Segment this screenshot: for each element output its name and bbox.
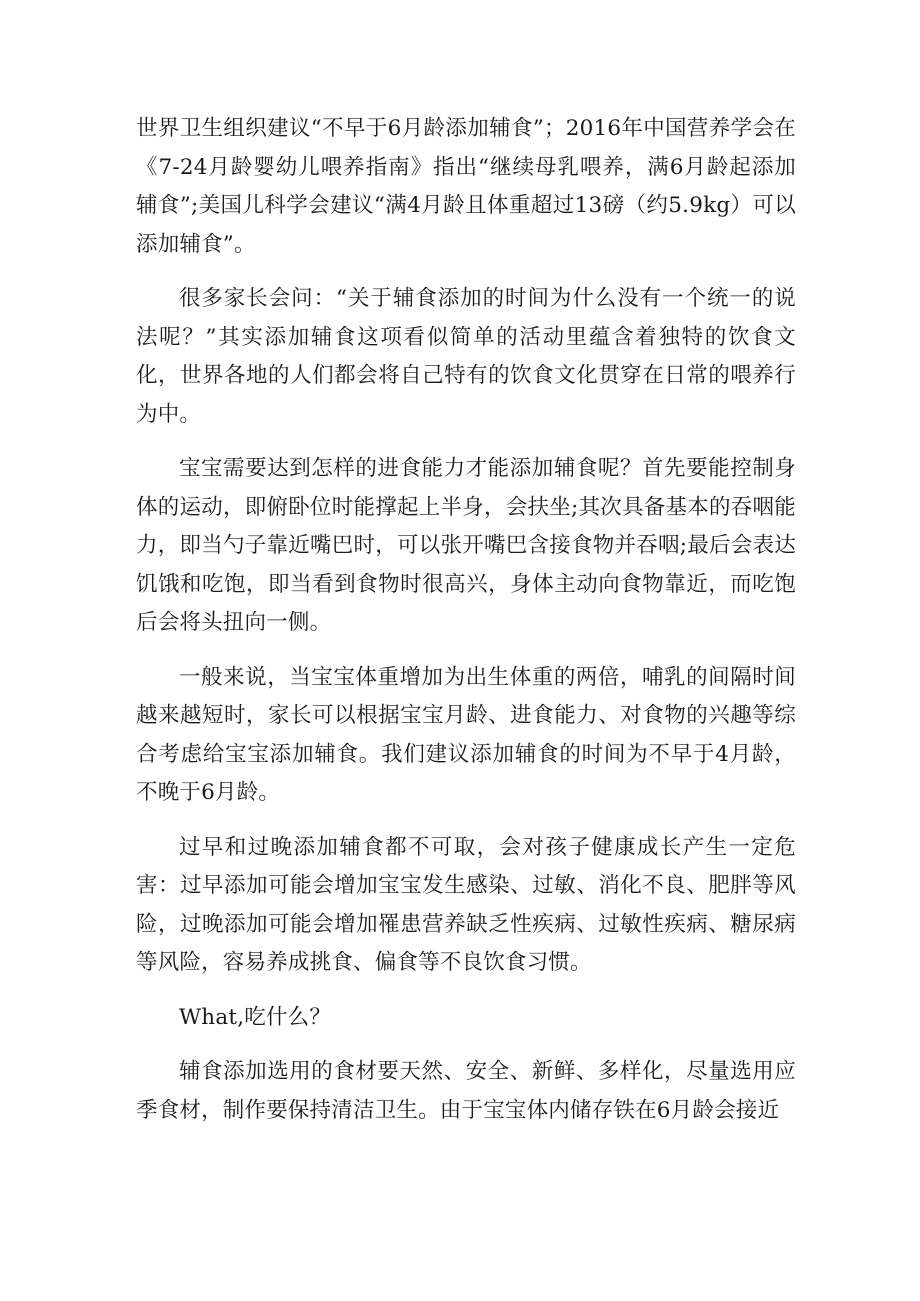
document-body [136, 110, 796, 1146]
paragraph-parents-question: 很多家长会问：“关于辅食添加的时间为什么没有一个统一的说法呢？”其实添加辅食这项看似简单的活动里蕴含着独特的饮食文化，世界各地的人们都会将自己特有的饮食文化贯穿在日常的喂养行为中。 [136, 286, 796, 427]
paragraph-feeding-ability: 宝宝需要达到怎样的进食能力才能添加辅食呢？首先要能控制身体的运动，即俯卧位时能撑起上半身，会扶坐;其次具备基本的吞咽能力，即当勺子靠近嘴巴时，可以张开嘴巴含接食物并吞咽;最后会表达饥饿和吃饱，即当看到食物时很高兴，身体主动向食物靠近，而吃饱后会将头扭向一侧。 [136, 456, 796, 635]
paragraph-risks: 过早和过晚添加辅食都不可取，会对孩子健康成长产生一定危害：过早添加可能会增加宝宝发生感染、过敏、消化不良、肥胖等风险，过晚添加可能会增加罹患营养缺乏性疾病、过敏性疾病、糖尿病等风险，容易养成挑食、偏食等不良饮食习惯。 [136, 834, 796, 975]
paragraph-recommendations: 世界卫生组织建议“不早于6月龄添加辅食”；2016年中国营养学会在《7-24月龄婴幼儿喂养指南》指出“继续母乳喂养，满6月龄起添加辅食”;美国儿科学会建议“满4月龄且体重超过13磅（约5.9kg）可以添加辅食”。 [136, 116, 796, 257]
section-heading-what-to-eat: What,吃什么？ [179, 1004, 332, 1030]
paragraph-food-selection: 辅食添加选用的食材要天然、安全、新鲜、多样化，尽量选用应季食材，制作要保持清洁卫生。由于宝宝体内储存铁在6月龄会接近 [136, 1059, 796, 1123]
paragraph-timing-advice: 一般来说，当宝宝体重增加为出生体重的两倍，哺乳的间隔时间越来越短时，家长可以根据宝宝月龄、进食能力、对食物的兴趣等综合考虑给宝宝添加辅食。我们建议添加辅食的时间为不早于4月龄，不晚于6月龄。 [136, 664, 796, 805]
